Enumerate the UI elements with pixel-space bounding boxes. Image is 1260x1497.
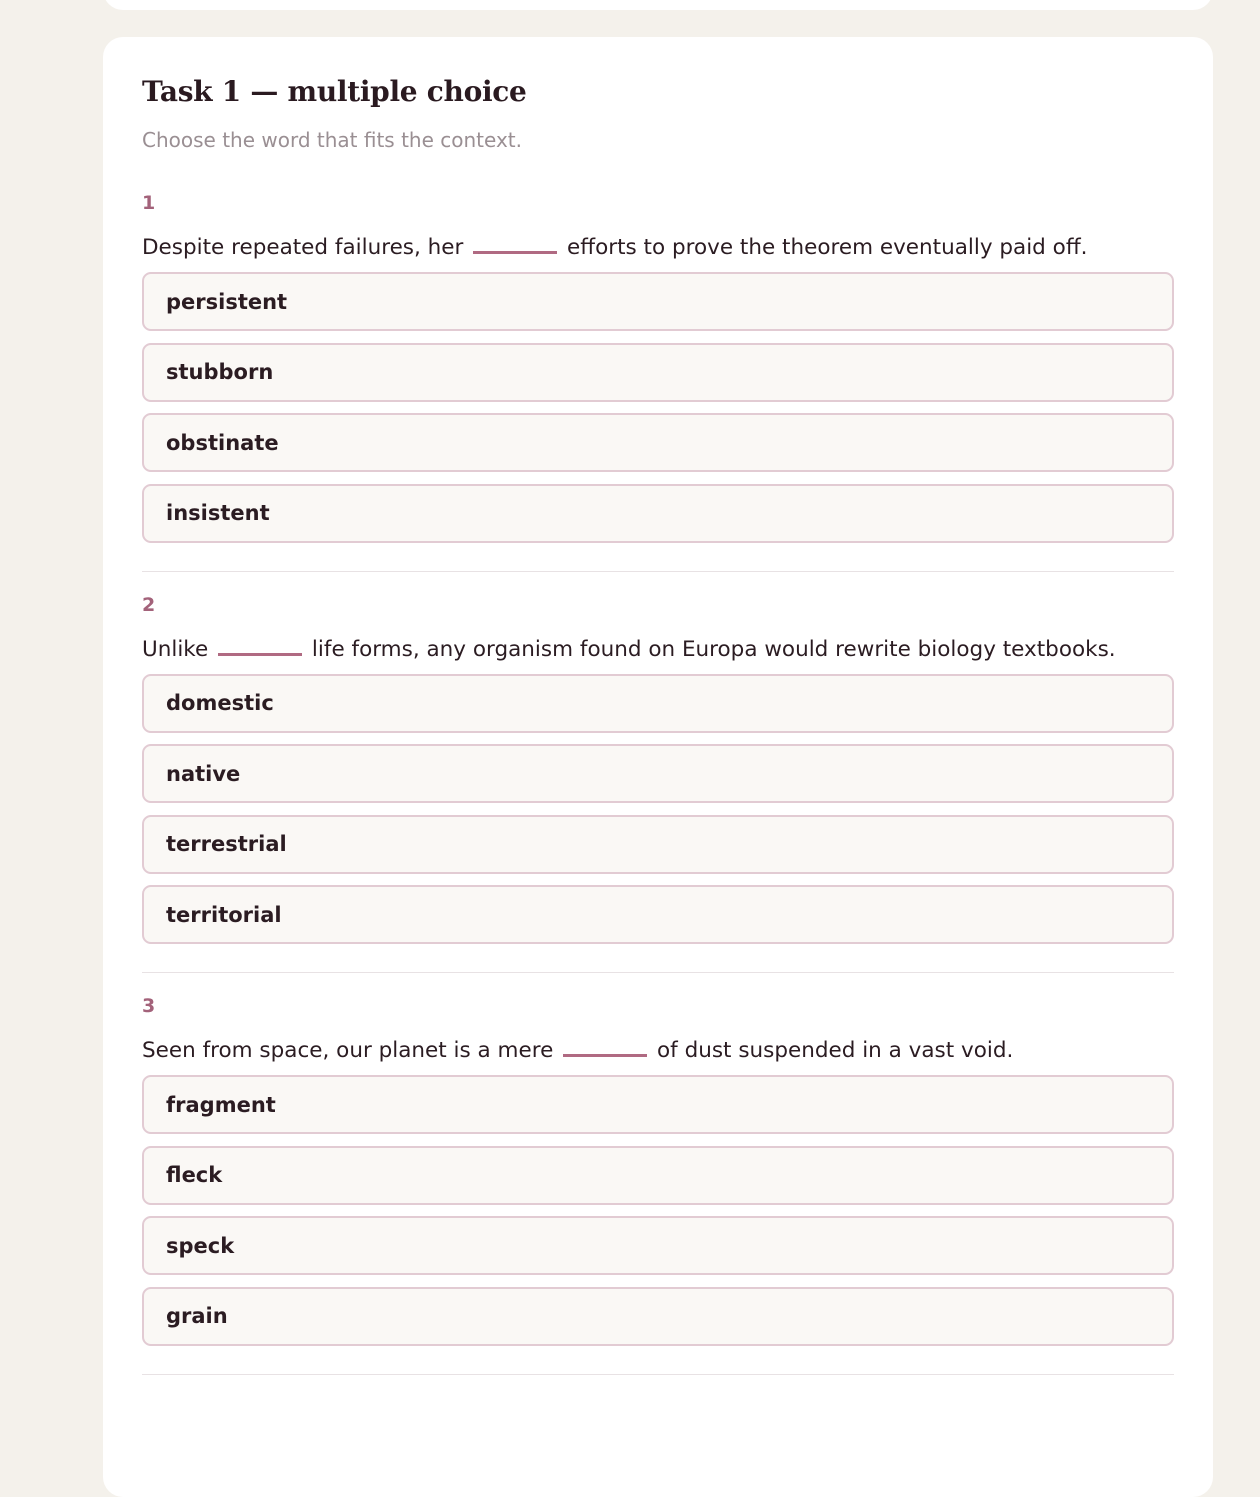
- question-2: [142, 572, 1174, 974]
- option-obstinate[interactable]: obstinate: [142, 413, 1174, 472]
- option-terrestrial[interactable]: terrestrial: [142, 815, 1174, 874]
- blank-gap: [218, 633, 302, 656]
- option-insistent[interactable]: insistent: [142, 484, 1174, 543]
- blank-gap: [473, 231, 557, 254]
- task-card: [103, 37, 1213, 1497]
- question-sentence: [142, 633, 1174, 664]
- answer-options: [142, 1075, 1174, 1346]
- question-number: 2: [142, 593, 156, 616]
- option-territorial[interactable]: territorial: [142, 885, 1174, 944]
- option-fleck[interactable]: fleck: [142, 1146, 1174, 1205]
- option-persistent[interactable]: persistent: [142, 272, 1174, 331]
- task-instructions: Choose the word that fits the context.: [142, 128, 522, 152]
- question-sentence: [142, 1034, 1174, 1065]
- option-native[interactable]: native: [142, 744, 1174, 803]
- sentence-before: Unlike: [142, 636, 209, 662]
- question-number: 3: [142, 995, 156, 1017]
- option-stubborn[interactable]: stubborn: [142, 343, 1174, 402]
- question-3: [142, 973, 1174, 1375]
- sentence-before: Seen from space, our planet is a mere: [142, 1038, 554, 1063]
- option-speck[interactable]: speck: [142, 1216, 1174, 1275]
- answer-options: [142, 272, 1174, 543]
- sentence-after: efforts to prove the theorem eventually paid off.: [567, 235, 1088, 260]
- option-fragment[interactable]: fragment: [142, 1075, 1174, 1134]
- task-title: Task 1 — multiple choice: [142, 75, 527, 108]
- blank-gap: [563, 1034, 647, 1057]
- sentence-after: of dust suspended in a vast void.: [657, 1038, 1014, 1063]
- sentence-before: Despite repeated failures, her: [142, 235, 464, 260]
- question-sentence: [142, 231, 1174, 262]
- sentence-after: life forms, any organism found on Europa would rewrite biology textbooks.: [311, 636, 1116, 662]
- question-number: 1: [142, 192, 156, 214]
- answer-options: [142, 674, 1174, 945]
- question-1: [142, 192, 1174, 572]
- previous-card: [103, 0, 1213, 10]
- question-list: [142, 192, 1174, 1375]
- option-domestic[interactable]: domestic: [142, 674, 1174, 733]
- option-grain[interactable]: grain: [142, 1287, 1174, 1346]
